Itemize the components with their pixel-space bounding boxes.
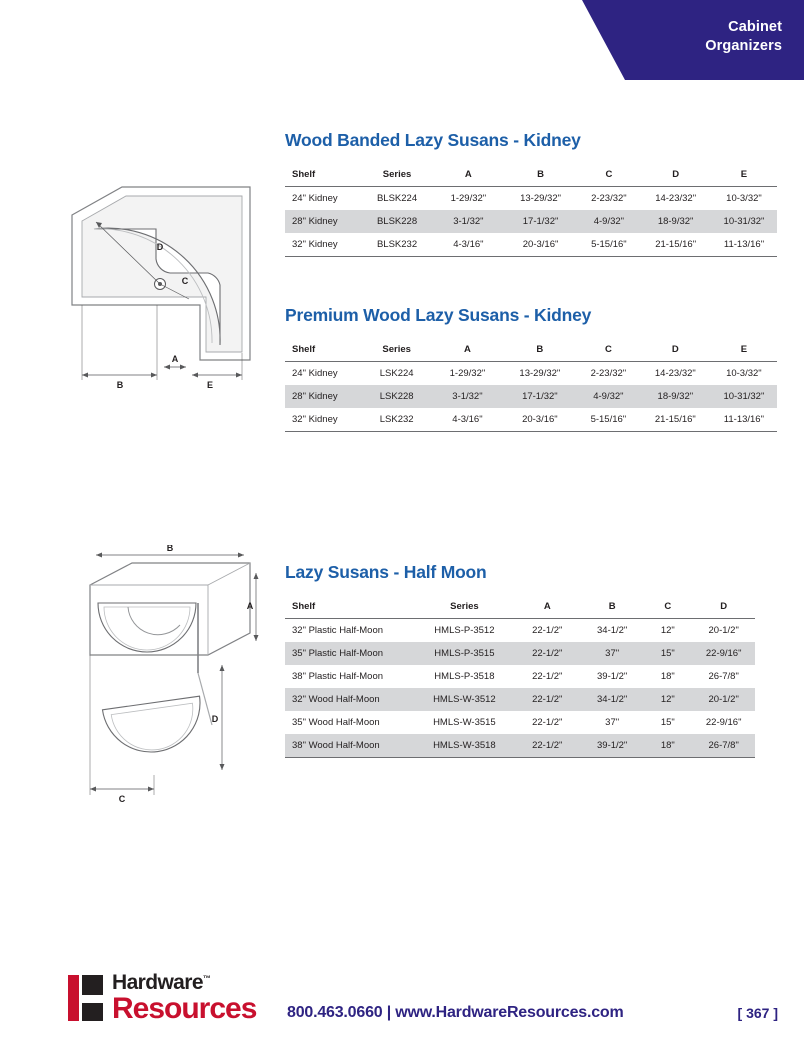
col-a: A <box>433 164 504 187</box>
table-row <box>285 210 777 233</box>
logo-mark-icon <box>68 975 104 1021</box>
cell-b: 34-1/2" <box>581 688 643 711</box>
cell-c: 4-9/32" <box>577 210 640 233</box>
dim-arrow-a-right <box>180 365 186 370</box>
cell-b: 20-3/16" <box>504 233 578 257</box>
cell-d: 20-1/2" <box>708 625 739 636</box>
col-c: C <box>577 339 640 362</box>
fig-label-c: C <box>118 794 126 804</box>
col-a: A <box>513 596 581 619</box>
table-wood-banded-kidney <box>285 164 777 257</box>
table-row <box>285 642 755 665</box>
cell-b: 39-1/2" <box>581 734 643 758</box>
cell-a: 22-1/2" <box>532 717 563 728</box>
cell-b: 20-3/16" <box>503 408 577 432</box>
cell-c: 4-9/32" <box>577 385 640 408</box>
cell-d: 20-1/2" <box>692 688 755 711</box>
cell-c: 2-23/32" <box>591 193 627 204</box>
col-b: B <box>504 164 578 187</box>
cell-c: 15" <box>660 717 675 728</box>
cell-shelf: 32" Kidney <box>285 233 361 257</box>
col-b: B <box>581 596 643 619</box>
cell-series: HMLS-P-3515 <box>415 642 513 665</box>
cell-shelf: 24" Kidney <box>292 368 338 379</box>
dim-arrow-d-top <box>220 665 225 671</box>
cell-c: 5-15/16" <box>577 408 640 432</box>
cell-d: 21-15/16" <box>640 233 711 257</box>
logo-cross-gap <box>82 995 103 1003</box>
dim-arrow-a-top <box>254 573 259 579</box>
cell-series: HMLS-P-3518 <box>434 671 495 682</box>
table-row <box>285 385 777 408</box>
cell-series: BLSK228 <box>361 210 433 233</box>
dim-arrow-b-right <box>151 373 157 378</box>
cell-d: 14-23/32" <box>655 193 697 204</box>
cell-a: 22-1/2" <box>532 625 563 636</box>
col-e: E <box>711 339 777 362</box>
cell-shelf: 32" Kidney <box>285 408 361 432</box>
section-title-wood-banded-kidney: Wood Banded Lazy Susans - Kidney <box>285 130 581 150</box>
cell-a: 4-3/16" <box>433 233 504 257</box>
cell-d: 18-9/32" <box>640 210 711 233</box>
col-d: D <box>640 164 711 187</box>
cell-b: 34-1/2" <box>597 625 628 636</box>
dim-arrow-b-left <box>96 553 102 558</box>
logo-bar-red <box>68 975 79 1021</box>
header-notch-shape <box>582 0 625 80</box>
cell-shelf: 35" Plastic Half-Moon <box>285 642 415 665</box>
dim-arrow-a-bottom <box>254 635 259 641</box>
cell-a: 3-1/32" <box>433 210 504 233</box>
cell-a: 22-1/2" <box>532 671 563 682</box>
col-shelf: Shelf <box>285 339 361 362</box>
cell-series: LSK224 <box>379 368 414 379</box>
logo-line1-text: Hardware <box>112 971 203 994</box>
fig-label-b: B <box>166 545 174 553</box>
cell-a: 22-1/2" <box>513 688 581 711</box>
cell-series: HMLS-P-3512 <box>434 625 495 636</box>
cell-e: 10-31/32" <box>711 210 777 233</box>
cell-series: HMLS-W-3515 <box>433 717 496 728</box>
kidney-lazy-susan-diagram <box>60 185 260 400</box>
halfmoon-diagram-svg <box>72 545 262 805</box>
table-premium-wood-kidney <box>285 339 777 432</box>
logo-trademark: ™ <box>202 974 211 983</box>
cell-shelf: 32" Wood Half-Moon <box>285 688 415 711</box>
table-row <box>285 233 777 257</box>
table-half-moon <box>285 596 755 758</box>
section-title-half-moon: Lazy Susans - Half Moon <box>285 562 487 582</box>
footer-contact-info[interactable]: 800.463.0660 | www.HardwareResources.com <box>287 1004 624 1021</box>
cell-b: 13-29/32" <box>519 368 561 379</box>
col-d: D <box>692 596 755 619</box>
cell-shelf: 28" Kidney <box>285 210 361 233</box>
cell-b: 17-1/32" <box>504 210 578 233</box>
table-row <box>285 665 755 688</box>
page-number: [ 367 ] <box>737 1005 778 1021</box>
dim-arrow-b-left <box>82 373 88 378</box>
cell-d: 26-7/8" <box>692 734 755 758</box>
cell-shelf: 38" Plastic Half-Moon <box>292 671 384 682</box>
cell-shelf: 24" Kidney <box>292 193 338 204</box>
table-row <box>285 187 777 211</box>
col-e: E <box>711 164 777 187</box>
cell-d: 26-7/8" <box>708 671 739 682</box>
dim-arrow-b-right <box>238 553 244 558</box>
fig-label-a: A <box>246 601 254 611</box>
fig-label-d: D <box>156 242 164 252</box>
page-header-banner <box>625 0 804 80</box>
cell-series: HMLS-W-3518 <box>415 734 513 758</box>
col-a: A <box>432 339 503 362</box>
cell-b: 37" <box>581 642 643 665</box>
half-moon-lazy-susan-diagram <box>72 545 262 810</box>
cell-c: 12" <box>660 625 675 636</box>
col-b: B <box>503 339 577 362</box>
cell-a: 22-1/2" <box>513 734 581 758</box>
cell-c: 2-23/32" <box>590 368 627 379</box>
cell-d: 14-23/32" <box>654 368 696 379</box>
cell-series: BLSK232 <box>361 233 433 257</box>
cell-d: 18-9/32" <box>640 385 711 408</box>
col-shelf: Shelf <box>285 596 415 619</box>
fig-label-e: E <box>206 380 214 390</box>
cell-a: 3-1/32" <box>432 385 503 408</box>
col-series: Series <box>361 339 432 362</box>
company-logo <box>68 972 256 1024</box>
cabinet-inner-outline <box>82 196 242 352</box>
logo-wordmark <box>112 972 256 1024</box>
cell-a: 22-1/2" <box>513 642 581 665</box>
col-c: C <box>643 596 692 619</box>
cell-shelf: 28" Kidney <box>285 385 361 408</box>
dim-arrow-a-left <box>164 365 170 370</box>
col-series: Series <box>415 596 513 619</box>
lower-shelf-outline <box>102 696 206 758</box>
cell-a: 4-3/16" <box>432 408 503 432</box>
col-series: Series <box>361 164 433 187</box>
table-row <box>285 408 777 432</box>
fig-label-b: B <box>116 380 124 390</box>
table-header-row <box>285 596 755 619</box>
table-row <box>285 734 755 758</box>
cell-e: 11-13/16" <box>711 233 777 257</box>
cell-e: 11-13/16" <box>711 408 777 432</box>
table-header-row <box>285 164 777 187</box>
logo-line2: Resources <box>112 992 257 1025</box>
col-c: C <box>577 164 640 187</box>
table-row <box>285 362 777 386</box>
cell-a: 1-29/32" <box>450 193 487 204</box>
cell-series: BLSK224 <box>376 193 418 204</box>
header-title-line1: Cabinet <box>728 19 782 35</box>
cell-e: 10-31/32" <box>711 385 777 408</box>
cell-d: 22-9/16" <box>692 642 755 665</box>
dim-arrow-c-left <box>90 787 96 792</box>
cell-shelf: 35" Wood Half-Moon <box>292 717 380 728</box>
cell-series: HMLS-W-3512 <box>415 688 513 711</box>
dim-arrow-d-bottom <box>220 764 225 770</box>
fig-label-a: A <box>171 354 179 364</box>
logo-line1 <box>112 972 256 993</box>
cell-c: 5-15/16" <box>577 233 640 257</box>
cell-c: 18" <box>660 671 675 682</box>
cell-c: 18" <box>643 734 692 758</box>
table-row <box>285 711 755 734</box>
cell-series: LSK232 <box>361 408 432 432</box>
cell-b: 39-1/2" <box>597 671 628 682</box>
dim-arrow-e-left <box>192 373 198 378</box>
table-row <box>285 619 755 643</box>
cell-d: 22-9/16" <box>705 717 742 728</box>
cell-b: 37" <box>605 717 620 728</box>
fig-label-d: D <box>211 714 219 724</box>
dim-arrow-e-right <box>236 373 242 378</box>
col-shelf: Shelf <box>285 164 361 187</box>
col-d: D <box>640 339 711 362</box>
cell-series: LSK228 <box>361 385 432 408</box>
cell-d: 21-15/16" <box>640 408 711 432</box>
fig-label-c: C <box>181 276 189 286</box>
cell-b: 13-29/32" <box>520 193 561 204</box>
cell-c: 15" <box>643 642 692 665</box>
kidney-diagram-svg <box>60 185 260 395</box>
table-row <box>285 688 755 711</box>
page-footer <box>0 954 804 1044</box>
cell-shelf: 38" Wood Half-Moon <box>285 734 415 758</box>
section-title-premium-wood-kidney: Premium Wood Lazy Susans - Kidney <box>285 305 592 325</box>
cell-b: 17-1/32" <box>503 385 577 408</box>
cell-c: 12" <box>643 688 692 711</box>
cell-a: 1-29/32" <box>449 368 486 379</box>
cell-e: 10-3/32" <box>726 368 762 379</box>
dim-arrow-c-right <box>148 787 154 792</box>
header-title-line2: Organizers <box>705 38 782 54</box>
cell-shelf: 32" Plastic Half-Moon <box>292 625 384 636</box>
cell-e: 10-3/32" <box>726 193 762 204</box>
table-header-row <box>285 339 777 362</box>
